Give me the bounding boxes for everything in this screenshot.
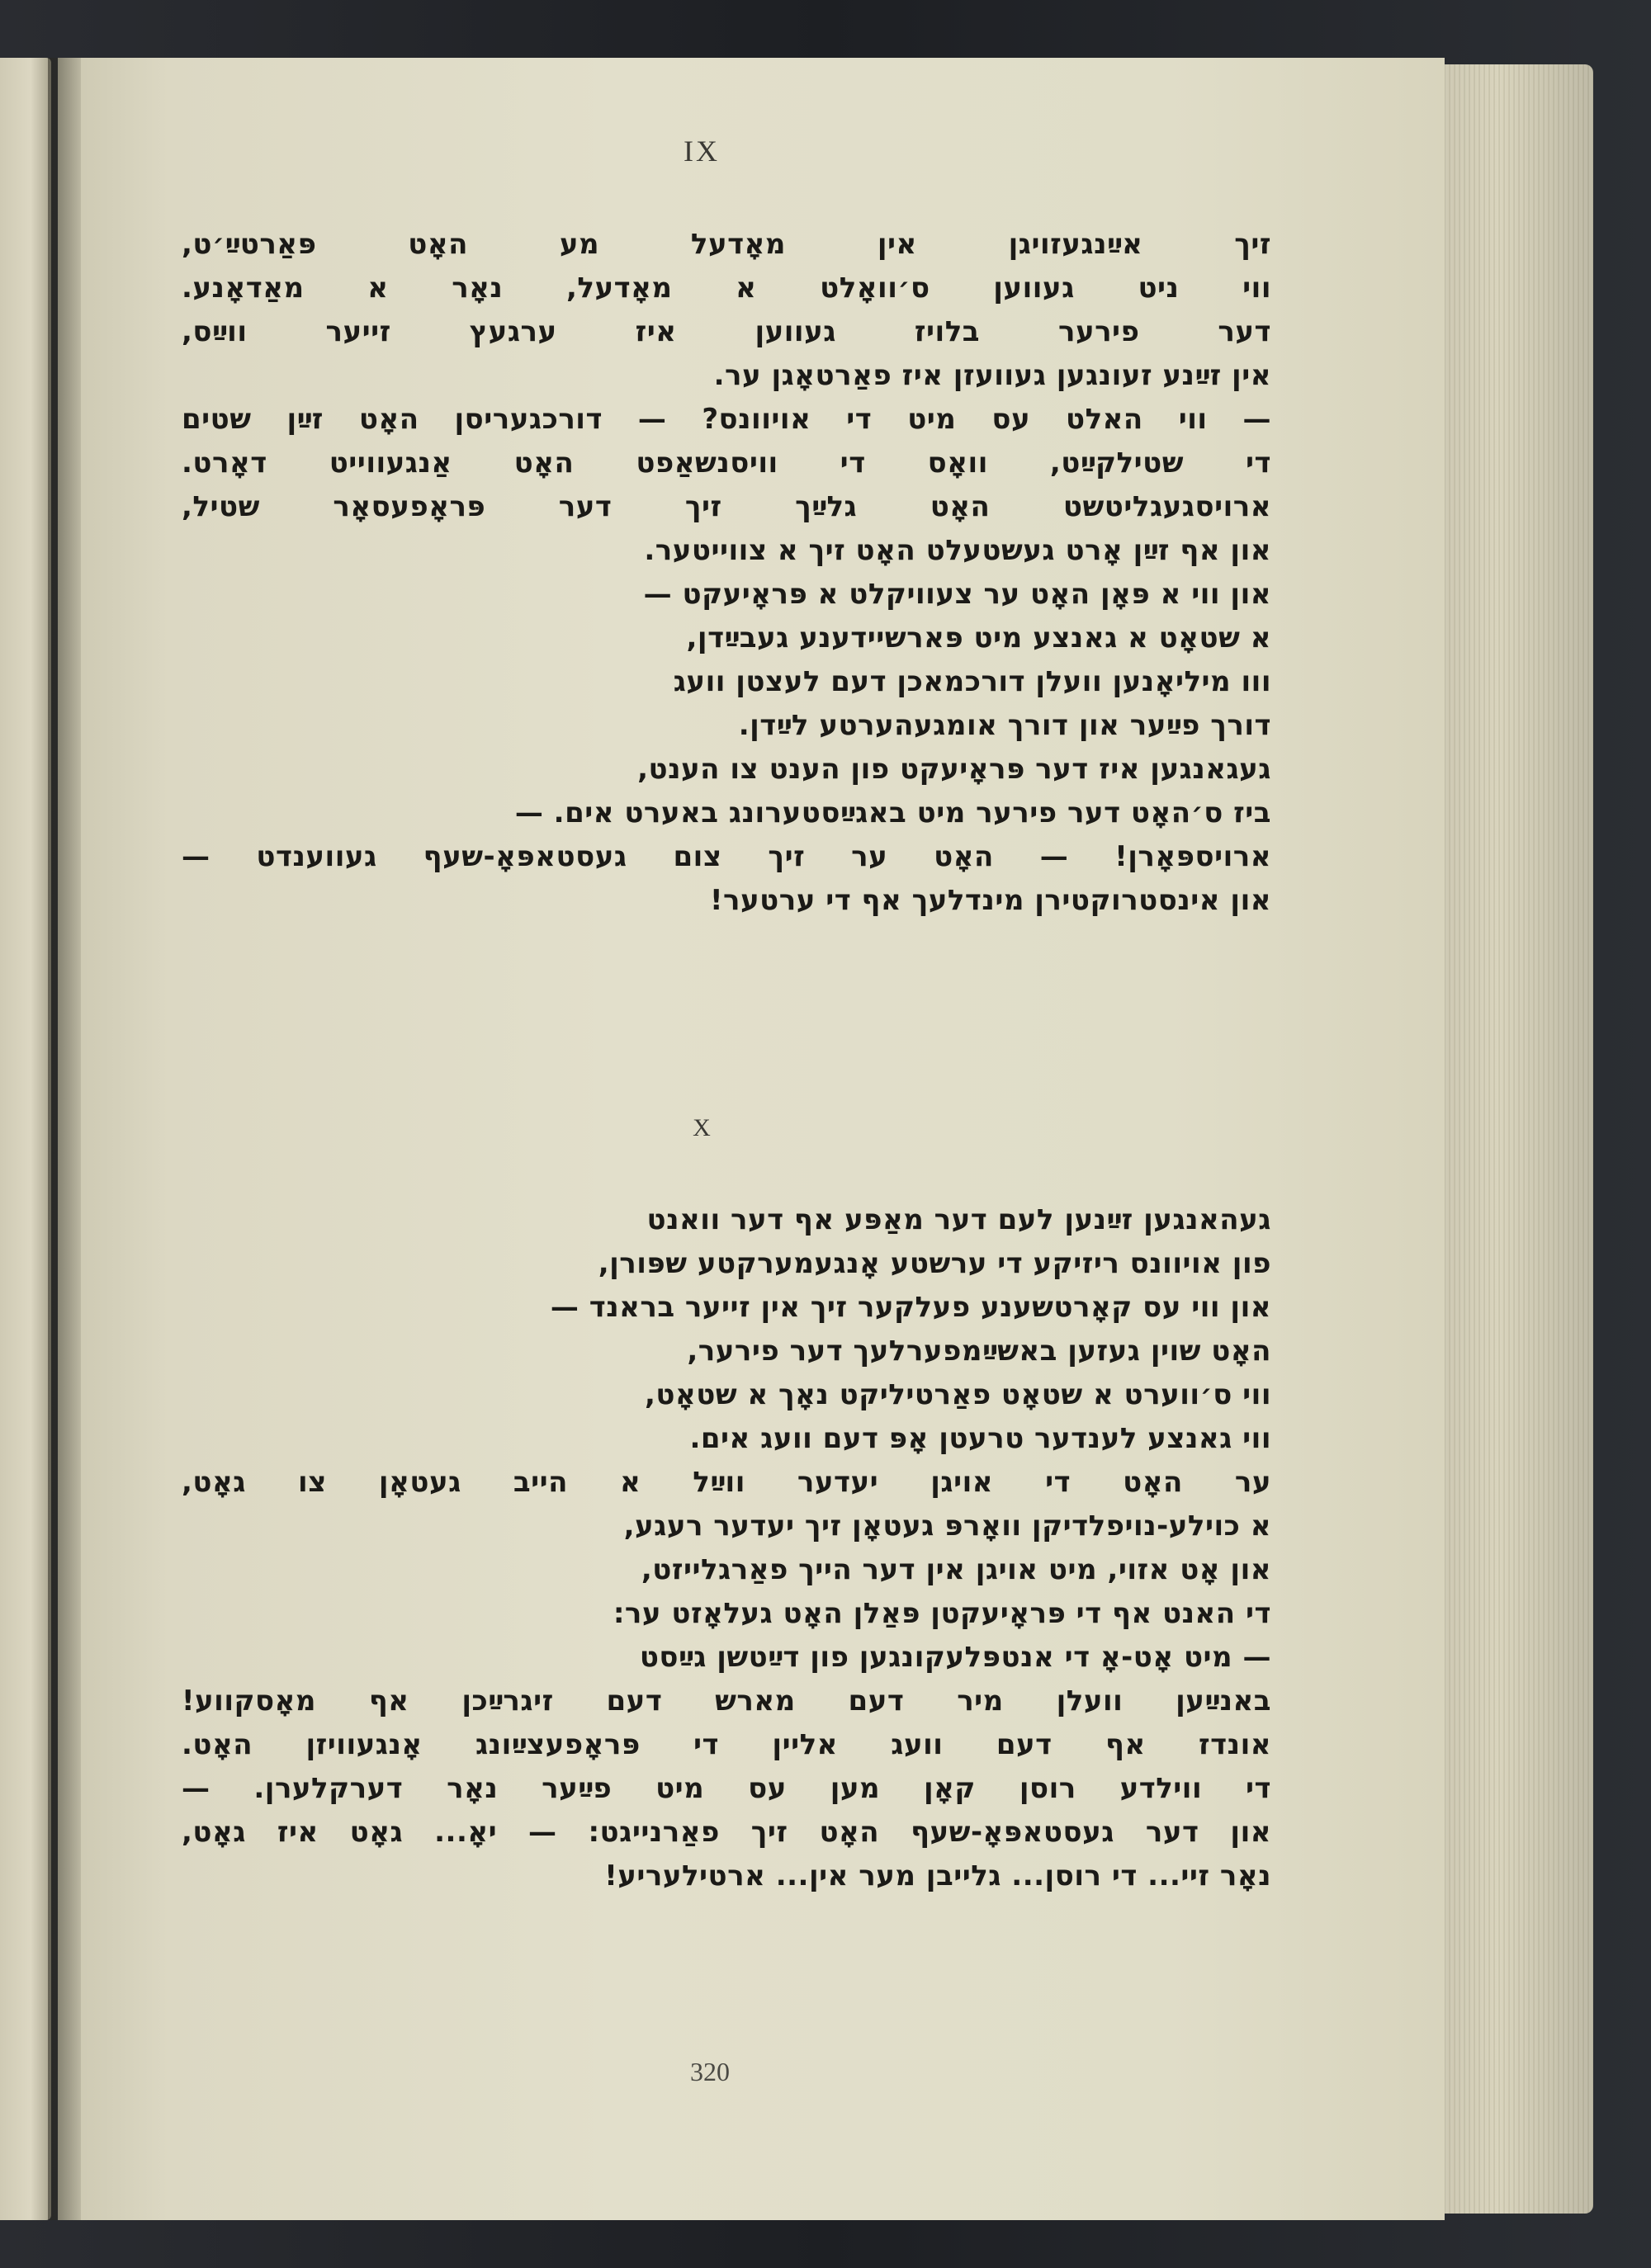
poem-line: א שטאָט א גאנצע מיט פּארשיידענע געבײַדן, [686,621,1271,654]
poem-line: דורך פײַער און דורך אומגעהערטע לײַדן. [738,709,1271,742]
page-number: 320 [690,2057,730,2086]
poem-line: ווי ניט געווען ס׳וואָלט א מאָדעל, נאָר א מאַדאָנע. [182,272,1271,305]
poem-line: די האנט אף די פּראָיעקטן פּאַלן האָט געלאָזט ער: [613,1597,1271,1630]
poem-line: זיך אײַנגעזויגן אין מאָדעל מע האָט פּאַרטײַ׳ט, [182,228,1271,261]
poem-line: ארויספּאָרן! — האָט ער זיך צום געסטאפּאָ-שעף געווענדט — [182,840,1271,873]
poem-line: ער האָט די אויגן יעדער ווײַל א הייב געטאָן צו גאָט, [182,1466,1271,1499]
poem-line: די ווילדע רוסן קאָן מען עס מיט פײַער נאָר דערקלערן. — [182,1772,1271,1805]
poem-line: ווי ס׳ווערט א שטאָט פאַרטיליקט נאָך א שטאָט, [644,1378,1271,1411]
poem-line: אונדז אף דעם וועג אליין די פּראָפעצײַונג אָנגעוויזן האָט. [182,1728,1271,1761]
poem-line: — מיט אָט-אָ די אנטפּלעקונגען פון דײַטשן גײַסט [639,1641,1271,1674]
poem-line: דער פירער בלויז געווען איז ערגעץ זייער ווײַס, [182,315,1271,348]
section-heading-ix: IX [684,135,720,168]
poem-line: אין זײַנע זעונגען געוועזן איז פאַרטאָגן ער. [713,359,1271,392]
poem-line: באנײַען וועלן מיר דעם מארש דעם זיגרײַכן אף מאָסקווע! [182,1684,1271,1718]
poem-line: — ווי האלט עס מיט די אויוונס? — דורכגעריסן האָט זײַן שטים [182,403,1271,436]
poem-line: ביז ס׳האָט דער פירער מיט באגײַסטערונג באערט אים. — [514,796,1271,829]
poem-line: די שטילקײַט, וואָס די וויסנשאַפט האָט אַנגעווייט דאָרט. [182,447,1271,480]
poem-line: און אָט אזוי, מיט אויגן אין דער הייך פאַרגלייזט, [641,1553,1271,1586]
section-heading-x: X [693,1114,711,1141]
poem-line: ווי גאנצע לענדער טרעטן אָפּ דעם וועג אים. [689,1422,1271,1455]
poem-line: און ווי א פּאָן האָט ער צעוויקלט א פּראָיעקט — [643,578,1271,611]
poem-line: און ווי עס קאָרטשענע פעלקער זיך אין זייער בראנד — [550,1291,1271,1324]
poem-line: האָט שוין געזען באשײַמפערלעך דער פירער, [687,1335,1271,1368]
poem-line: און אף זײַן אָרט געשטעלט האָט זיך א צווייטער. [644,534,1271,567]
page-stack-shade [1436,64,1593,2214]
poem-line: ארויסגעגליטשט האָט גלײַך זיך דער פּראָפעסאָר שטיל, [182,490,1271,523]
poem-line: פון אויוונס ריזיקע די ערשטע אָנגעמערקטע שפּורן, [598,1247,1271,1280]
left-page-edge [0,58,51,2220]
book-gutter-shadow [48,58,81,2220]
poem-section-ix [182,223,1271,923]
poem-line: נאָר זיי... די רוסן... גלייבן מער אין... ארטילעריע! [604,1859,1271,1892]
poem-line: ווו מיליאָנען וועלן דורכמאכן דעם לעצטן וועג [673,665,1271,698]
poem-line: און אינסטרוקטירן מינדלעך אף די ערטער! [710,884,1271,917]
poem-line: א כוילע-נויפלדיקן וואָרפּ געטאָן זיך יעדער רעגע, [623,1510,1271,1543]
poem-line: געהאנגען זײַנען לעם דער מאַפּע אף דער וואנט [646,1203,1271,1236]
poem-section-x [182,1198,1271,1898]
poem-line: געגאנגען איז דער פּראָיעקט פון הענט צו הענט, [637,753,1271,786]
poem-line: און דער געסטאפּאָ-שעף האָט זיך פאַרנייגט: — יאָ... גאָט איז גאָט, [182,1816,1271,1849]
